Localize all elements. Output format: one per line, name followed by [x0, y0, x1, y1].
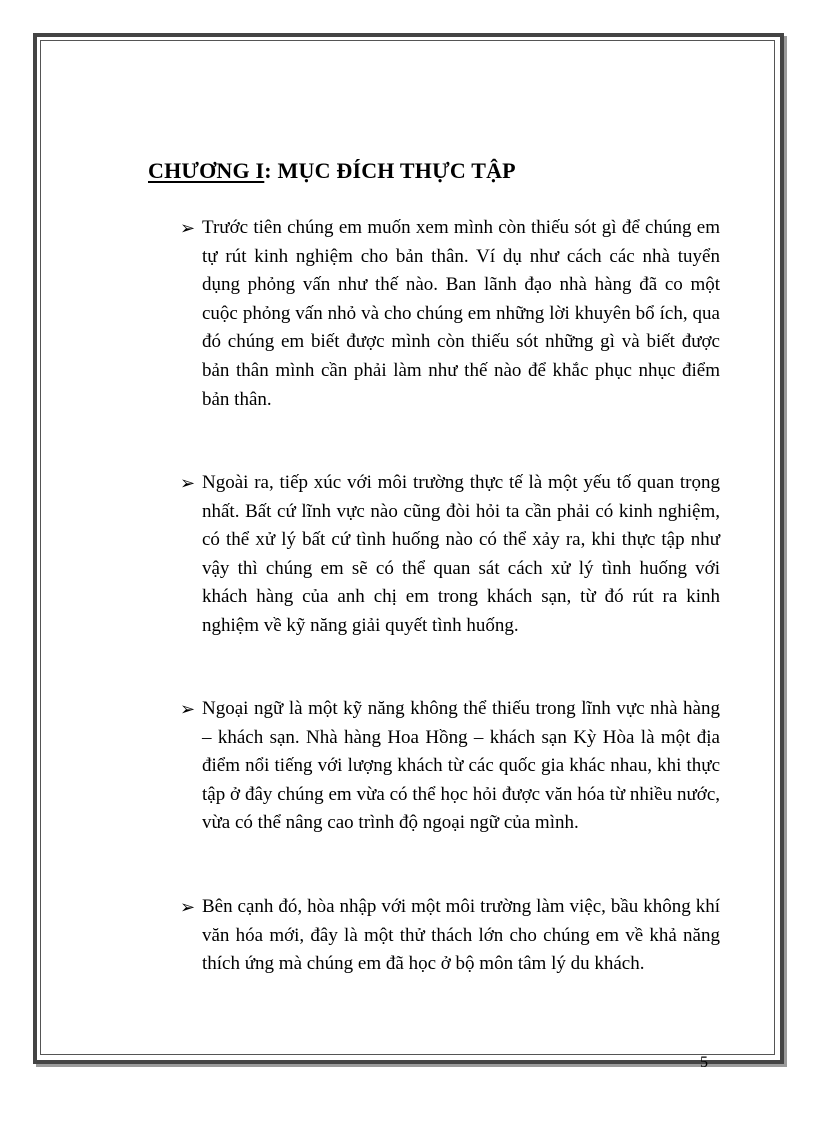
page-number: 5	[700, 1054, 708, 1071]
bullet-text: Ngoài ra, tiếp xúc với môi trường thực tế là một yếu tố quan trọng nhất. Bất cứ lĩnh vực nào cũng đòi hỏi ta cần phải có kinh nghiệm, có thể xử lý bất cứ tình huống nào có thể xảy ra, khi thực tập như vậy thì chúng em sẽ có thể quan sát cách xử lý tình huống với khách hàng của anh chị em trong khách sạn, từ đó rút ra kinh nghiệm về kỹ năng giải quyết tình huống.	[202, 472, 720, 636]
chapter-separator: :	[264, 158, 278, 183]
arrow-bullet-icon: ➢	[180, 218, 196, 239]
bullet-text: Trước tiên chúng em muốn xem mình còn thiếu sót gì để chúng em tự rút kinh nghiệm cho bản thân. Ví dụ như cách các nhà tuyển dụng phỏng vấn như thế nào. Ban lãnh đạo nhà hàng đã co một cuộc phỏng vấn nhỏ và cho chúng em những lời khuyên bổ ích, qua đó chúng em biết được mình còn thiếu sót những gì và biết được bản thân mình cần phải làm như thế nào để khắc phục nhục điểm bản thân.	[202, 217, 720, 410]
arrow-bullet-icon: ➢	[180, 699, 196, 720]
arrow-bullet-icon: ➢	[180, 897, 196, 918]
chapter-title: MỤC ĐÍCH THỰC TẬP	[277, 158, 516, 183]
bullet-item	[180, 214, 720, 414]
bullet-text: Ngoại ngữ là một kỹ năng không thể thiếu trong lĩnh vực nhà hàng – khách sạn. Nhà hàng Hoa Hồng – khách sạn Kỳ Hòa là một địa điểm nổi tiếng với lượng khách từ các quốc gia khác nhau, khi thực tập ở đây chúng em vừa có thể học hỏi được văn hóa từ nhiều nước, vừa có thể nâng cao trình độ ngoại ngữ của mình.	[202, 698, 720, 834]
bullet-item	[180, 695, 720, 838]
bullet-text: Bên cạnh đó, hòa nhập với một môi trường làm việc, bầu không khí văn hóa mới, đây là một thử thách lớn cho chúng em về khả năng thích ứng mà chúng em đã học ở bộ môn tâm lý du khách.	[202, 896, 720, 975]
arrow-bullet-icon: ➢	[180, 473, 196, 494]
chapter-heading	[148, 158, 516, 184]
bullet-item	[180, 893, 720, 979]
chapter-label: CHƯƠNG I	[148, 158, 265, 183]
bullet-item	[180, 469, 720, 641]
